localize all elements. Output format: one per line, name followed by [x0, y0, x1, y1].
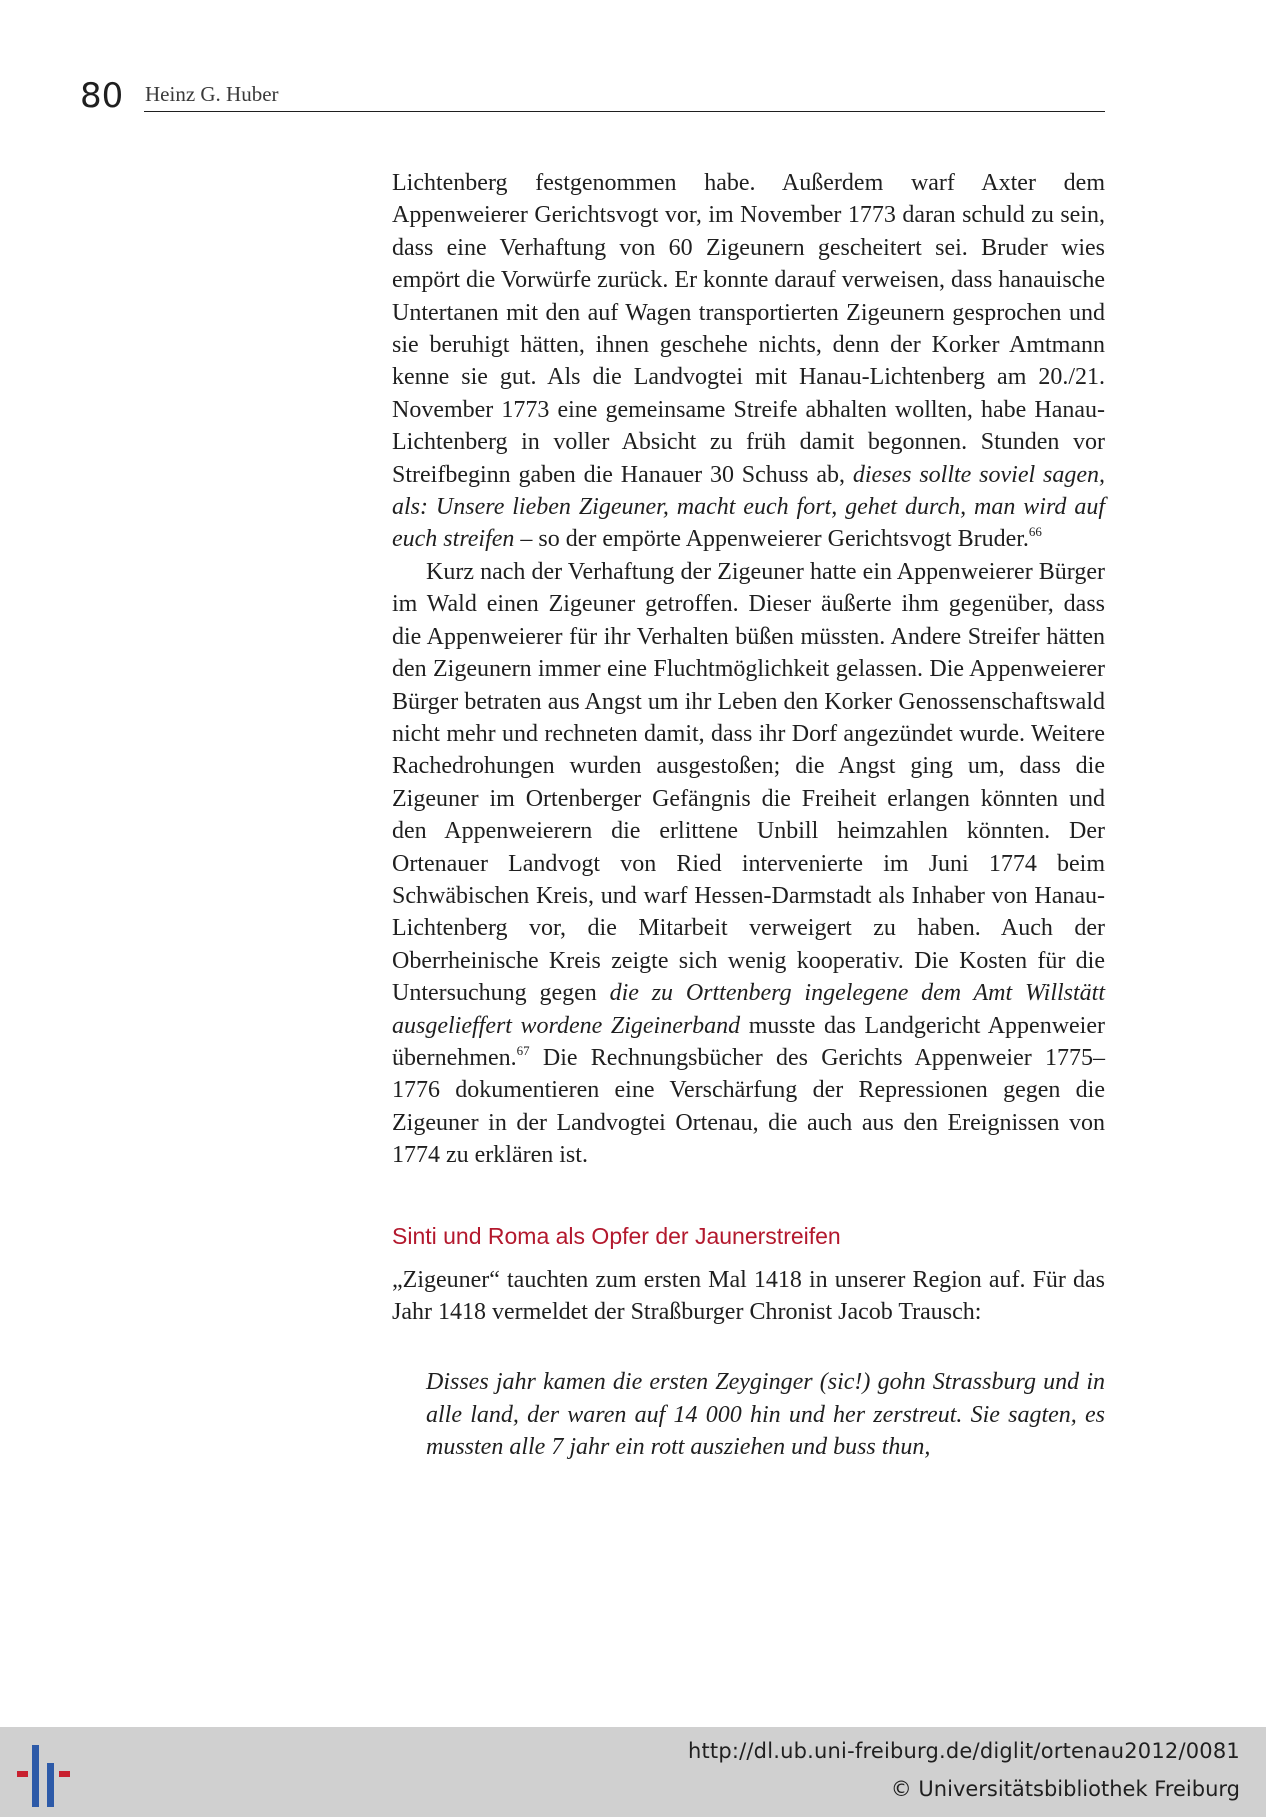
source-url-link[interactable]: http://dl.ub.uni-freiburg.de/diglit/ortenau2012/0081 — [687, 1739, 1240, 1763]
header-rule — [144, 111, 1105, 112]
footer-bar — [0, 1727, 1266, 1817]
paragraph-2-text-b: musste das Landgericht Appenweier übernehmen. — [392, 1012, 1105, 1071]
paragraph-2 — [392, 556, 1105, 1172]
page-header — [80, 78, 1105, 114]
paragraph-1-text-b: – so der empörte Appenweierer Gerichtsvogt Bruder. — [514, 526, 1029, 553]
running-head: Heinz G. Huber — [145, 82, 279, 106]
footnote-marker-66[interactable]: 66 — [1028, 524, 1042, 540]
paragraph-1-quote: dieses sollte soviel sagen, als: Unsere lieben Zigeuner, macht euch fort, gehet durch, man wird auf euch streifen — [392, 461, 1105, 553]
paragraph-1-text-a: Lichtenberg festgenommen habe. Außerdem warf Axter dem Appenweierer Gerichtsvogt vor, im November 1773 daran schuld zu sein, dass eine Verhaftung von 60 Zigeunern gescheitert sei. Bruder wies empört die Vorwürfe zurück. Er konnte darauf verweisen, dass hanauische Untertanen mit den auf Wagen transportierten Zigeunern gesprochen und sie beruhigt hätten, ihnen geschehe nichts, denn der Korker Amtmann kenne sie gut. Als die Landvogtei mit Hanau-Lichtenberg am 20./21. November 1773 eine gemeinsame Streife abhalten wollten, habe Hanau-Lichtenberg in voller Absicht zu früh damit begonnen. Stunden vor Streifbeginn gaben die Hanauer 30 Schuss ab, — [392, 170, 1105, 488]
main-text — [392, 167, 1105, 1464]
page-number: 80 — [80, 76, 124, 116]
section-heading: Sinti und Roma als Opfer der Jaunerstreifen — [392, 1222, 841, 1249]
footnote-marker-67[interactable]: 67 — [516, 1042, 530, 1058]
paragraph-2-text-c: Die Rechnungsbücher des Gerichts Appenweier 1775–1776 dokumentieren eine Verschärfung der Repressionen gegen die Zigeuner in der Landvogtei Ortenau, die auch aus den Ereignissen von 1774 zu erklären ist. — [392, 1044, 1105, 1169]
paragraph-2-quote: die zu Orttenberg ingelegene dem Amt Willstätt ausgelieffert wordene Zigeinerband — [392, 980, 1105, 1039]
copyright-notice: © Universitätsbibliothek Freiburg — [890, 1777, 1240, 1801]
block-quote: Disses jahr kamen die ersten Zeyginger (sic!) gohn Strassburg und in alle land, der waren auf 14 000 hin und her zerstreut. Sie sagten, es mussten alle 7 jahr ein rott ausziehen und buss thun, — [426, 1369, 1105, 1461]
paragraph-3: „Zigeuner“ tauchten zum ersten Mal 1418 in unserer Region auf. Für das Jahr 1418 vermeldet der Straßburger Chronist Jacob Trausch: — [392, 1266, 1105, 1325]
paragraph-1 — [392, 167, 1105, 556]
university-library-logo-icon[interactable] — [14, 1741, 84, 1811]
paragraph-2-text-a: Kurz nach der Verhaftung der Zigeuner hatte ein Appenweierer Bürger im Wald einen Zigeuner getroffen. Dieser äußerte ihm gegenüber, dass die Appenweierer für ihr Verhalten büßen müssten. Andere Streifer hätten den Zigeunern immer eine Fluchtmöglichkeit gelassen. Die Appenweierer Bürger betraten aus Angst um ihr Leben den Korker Genossenschaftswald nicht mehr und rechneten damit, dass ihr Dorf angezündet wurde. Weitere Rachedrohungen wurden ausgestoßen; die Angst ging um, dass die Zigeuner im Ortenberger Gefängnis die Freiheit erlangen könnten und den Appenweierern die erlittene Unbill heimzahlen könnten. Der Ortenauer Landvogt von Ried intervenierte im Juni 1774 beim Schwäbischen Kreis, und warf Hessen-Darmstadt als Inhaber von Hanau-Lichtenberg vor, die Mitarbeit verweigert zu haben. Auch der Oberrheinische Kreis zeigte sich wenig kooperativ. Die Kosten für die Untersuchung gegen — [392, 558, 1105, 1007]
